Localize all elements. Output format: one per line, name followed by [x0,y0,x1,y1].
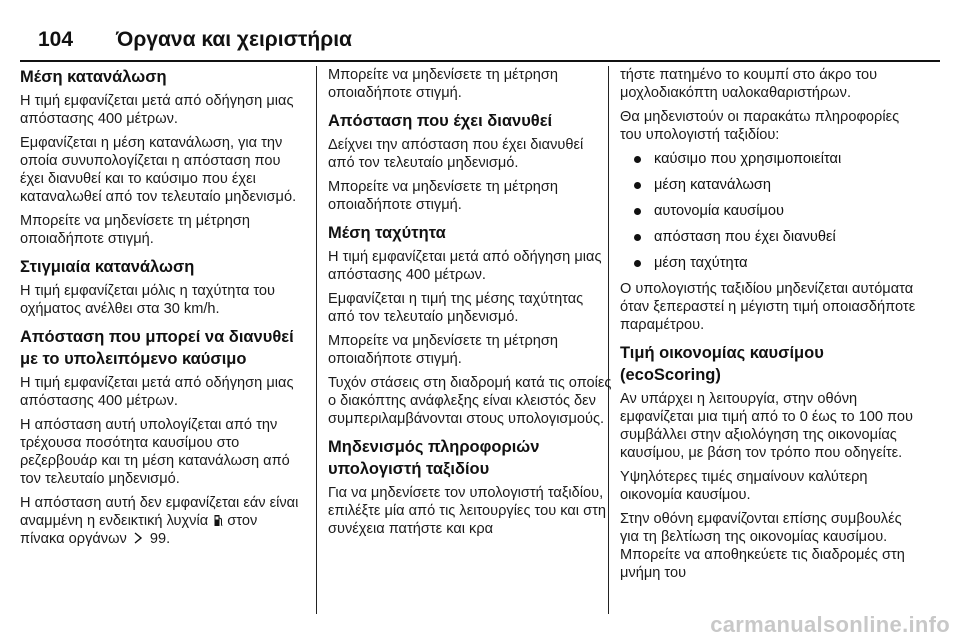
bullet-icon [634,234,641,241]
paragraph: Ο υπολογιστής ταξιδίου μηδενίζεται αυτόματα όταν ξεπεραστεί η μέγιστη τιμή οποιασδήποτε παραμέτρου. [620,281,916,333]
header-divider [20,60,940,62]
paragraph: Η τιμή εμφανίζεται μετά από οδήγηση μιας απόστασης 400 μέτρων. [20,375,294,409]
section-heading-average-consumption: Μέση κατανάλωση [20,68,167,86]
bullet-icon [634,182,641,189]
paragraph-text: Η απόσταση αυτή δεν εμφανίζεται εάν είναι αναμμένη η ενδεικτική λυχνία [20,495,299,529]
column-3 [620,66,920,614]
paragraph: Στην οθόνη εμφανίζονται επίσης συμβουλές για τη βελτίωση της οικονομίας καυσίμου. Μπορείτε να αποθηκεύετε τις διαδρομές στη μνήμη του [620,511,905,581]
paragraph: Μπορείτε να μηδενίσετε τη μέτρηση οποιαδήποτε στιγμή. [20,213,250,247]
paragraph: Για να μηδενίσετε τον υπολογιστή ταξιδίου, επιλέξτε μία από τις λειτουργίες του και στη συνέχεια πατήστε και κρα [328,485,606,537]
column-1 [20,66,304,614]
column-2 [328,66,612,614]
list-item: απόσταση που έχει διανυθεί [620,228,920,246]
bullet-icon [634,260,641,267]
page-title: Όργανα και χειριστήρια [116,28,352,51]
watermark: carmanualsonline.info [710,612,950,637]
paragraph: Μπορείτε να μηδενίσετε τη μέτρηση οποιαδήποτε στιγμή. [328,179,558,213]
section-heading-distance: Απόσταση που έχει διανυθεί [328,112,553,130]
paragraph: Δείχνει την απόσταση που έχει διανυθεί από τον τελευταίο μηδενισμό. [328,137,584,171]
paragraph: τήστε πατημένο το κουμπί στο άκρο του μοχλοδιακόπτη υαλοκαθαριστήρων. [620,67,878,101]
paragraph: Τυχόν στάσεις στη διαδρομή κατά τις οποίες ο διακόπτης ανάφλεξης είναι κλειστός δεν συμπεριλαμβάνονται στους υπολογισμούς. [328,375,612,427]
bullet-icon [634,156,641,163]
list-item: καύσιμο που χρησιμοποιείται [620,150,920,168]
fuel-pump-icon [214,513,223,527]
column-divider-1 [316,66,317,614]
section-heading-eco-scoring: Τιμή οικονομίας καυσίμου (ecoScoring) [620,344,824,384]
paragraph: Υψηλότερες τιμές σημαίνουν καλύτερη οικονομία καυσίμου. [620,469,868,503]
list-item: μέση κατανάλωση [620,176,920,194]
paragraph: Η απόσταση αυτή υπολογίζεται από την τρέχουσα ποσότητα καυσίμου στο ρεζερβουάρ και τη μέση κατανάλωση από τον τελευταίο μηδενισμό. [20,417,290,487]
page-header [0,0,960,60]
paragraph-with-icons [20,494,304,548]
section-heading-average-speed: Μέση ταχύτητα [328,224,446,242]
section-heading-reset-trip-computer: Μηδενισμός πληροφοριών υπολογιστή ταξιδίου [328,438,540,478]
page-reference-link[interactable]: 99. [149,531,171,547]
section-heading-instant-consumption: Στιγμιαία κατανάλωση [20,258,195,276]
paragraph: Θα μηδενιστούν οι παρακάτω πληροφορίες του υπολογιστή ταξιδίου: [620,109,900,143]
paragraph: Η τιμή εμφανίζεται μετά από οδήγηση μιας απόστασης 400 μέτρων. [20,93,294,127]
paragraph: Εμφανίζεται η μέση κατανάλωση, για την οποία συνυπολογίζεται η απόσταση που έχει διανυθεί και το καύσιμο που έχει καταναλωθεί από τον τελευταίο μηδενισμό. [20,135,297,205]
paragraph: Αν υπάρχει η λειτουργία, στην οθόνη εμφανίζεται μια τιμή από το 0 έως το 100 που συμβάλλει στην αξιολόγηση της οικονομίας καυσίμου, με βάση τον τρόπο που οδηγείτε. [620,391,913,461]
paragraph: Η τιμή εμφανίζεται μόλις η ταχύτητα του οχήματος ανέλθει στα 30 km/h. [20,283,276,317]
bullet-icon [634,208,641,215]
paragraph-text-tail: στον πίνακα οργάνων [20,513,258,547]
list-item: μέση ταχύτητα [620,254,920,272]
page-number: 104 [38,28,74,51]
page-reference-arrow-icon[interactable] [133,531,144,545]
list-item: αυτονομία καυσίμου [620,202,920,220]
paragraph: Εμφανίζεται η τιμή της μέσης ταχύτητας από τον τελευταίο μηδενισμό. [328,291,584,325]
reset-items-list [620,150,920,272]
paragraph: Η τιμή εμφανίζεται μετά από οδήγηση μιας απόστασης 400 μέτρων. [328,249,602,283]
paragraph: Μπορείτε να μηδενίσετε τη μέτρηση οποιαδήποτε στιγμή. [328,333,558,367]
section-heading-range: Απόσταση που μπορεί να διανυθεί με το υπολειπόμενο καύσιμο [20,328,294,368]
paragraph: Μπορείτε να μηδενίσετε τη μέτρηση οποιαδήποτε στιγμή. [328,67,558,101]
